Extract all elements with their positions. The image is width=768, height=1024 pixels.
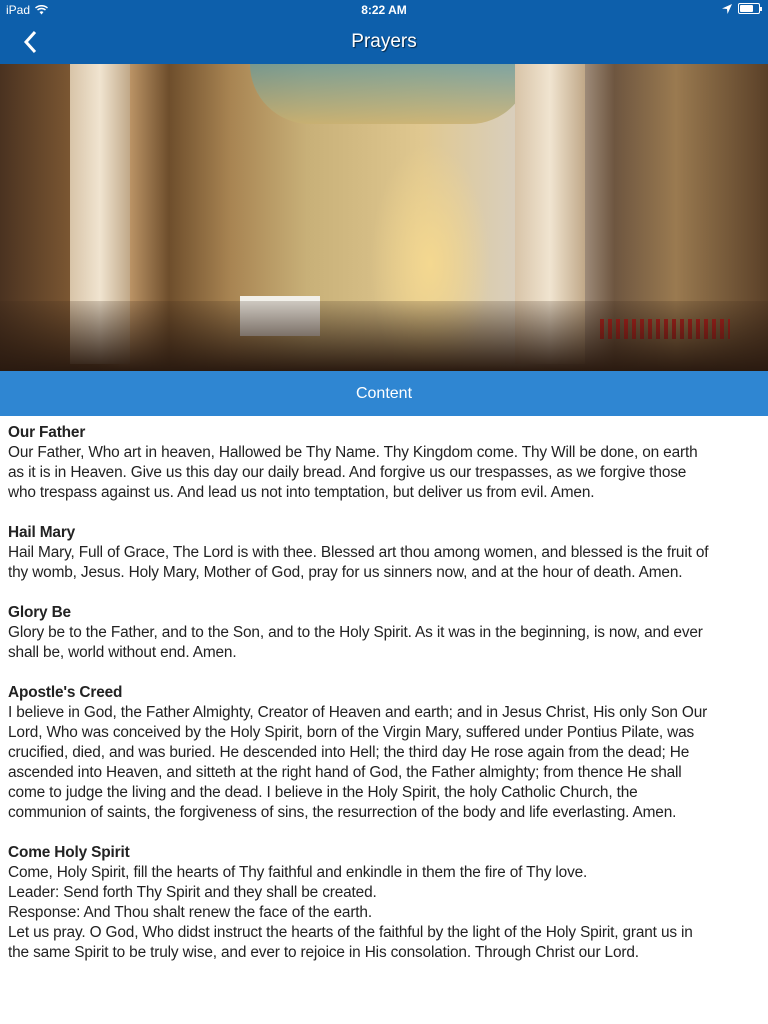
device-label: iPad — [6, 3, 31, 17]
location-arrow-icon — [722, 4, 732, 14]
prayer-title: Glory Be — [8, 604, 71, 621]
prayer-title: Come Holy Spirit — [8, 844, 130, 861]
prayer-apostles-creed — [8, 683, 768, 823]
prayer-text: I believe in God, the Father Almighty, Creator of Heaven and earth; and in Jesus Christ, His only Son Our Lord, Who was conceived by the Holy Spirit, born of the Virgin Mary, suffered under Pontius Pilate, was crucified, died, and was buried. He descended into Hell; the third day He rose again from the dead; He ascended into Heaven, and sitteth at the right hand of God, the Father almighty; from thence He shall come to judge the living and the dead. I believe in the Holy Spirit, the holy Catholic Church, the communion of saints, the forgiveness of sins, the resurrection of the body and life everlasting. Amen. — [8, 704, 708, 821]
church-interior-image — [0, 64, 768, 371]
section-header: Content — [0, 371, 768, 416]
prayer-our-father — [8, 423, 768, 503]
prayer-text: Come, Holy Spirit, fill the hearts of Thy faithful and enkindle in them the fire of Thy love. Leader: Send forth Thy Spirit and they shall be created. Response: And Thou shalt renew the face of the earth. Let us pray. O God, Who didst instruct the hearts of the faithful by the light of the Holy Spirit, grant us in the same Spirit to be truly wise, and ever to rejoice in His consolation. Through Christ our Lord. — [8, 864, 693, 961]
status-time: 8:22 AM — [361, 3, 407, 17]
prayer-title: Our Father — [8, 424, 86, 441]
page-title: Prayers — [351, 31, 417, 52]
prayer-text: Our Father, Who art in heaven, Hallowed be Thy Name. Thy Kingdom come. Thy Will be done, on earth as it is in Heaven. Give us this day our daily bread. And forgive us our trespasses, as we forgive those who trespass against us. And lead us not into temptation, but deliver us from evil. Amen. — [8, 444, 698, 501]
navigation-bar — [0, 0, 768, 64]
dome-decoration — [250, 64, 530, 124]
prayer-hail-mary — [8, 523, 768, 583]
prayer-glory-be — [8, 603, 768, 663]
prayer-title: Apostle's Creed — [8, 684, 123, 701]
prayer-title: Hail Mary — [8, 524, 76, 541]
battery-icon — [738, 3, 760, 14]
pews — [0, 301, 768, 371]
prayer-come-holy-spirit — [8, 843, 768, 963]
prayer-text: Glory be to the Father, and to the Son, and to the Holy Spirit. As it was in the beginning, is now, and ever shall be, world without end. Amen. — [8, 624, 703, 661]
prayer-list — [8, 423, 768, 983]
prayer-text: Hail Mary, Full of Grace, The Lord is with thee. Blessed art thou among women, and blessed is the fruit of thy womb, Jesus. Holy Mary, Mother of God, pray for us sinners now, and at the hour of death. Amen. — [8, 544, 709, 581]
status-bar — [0, 0, 768, 20]
